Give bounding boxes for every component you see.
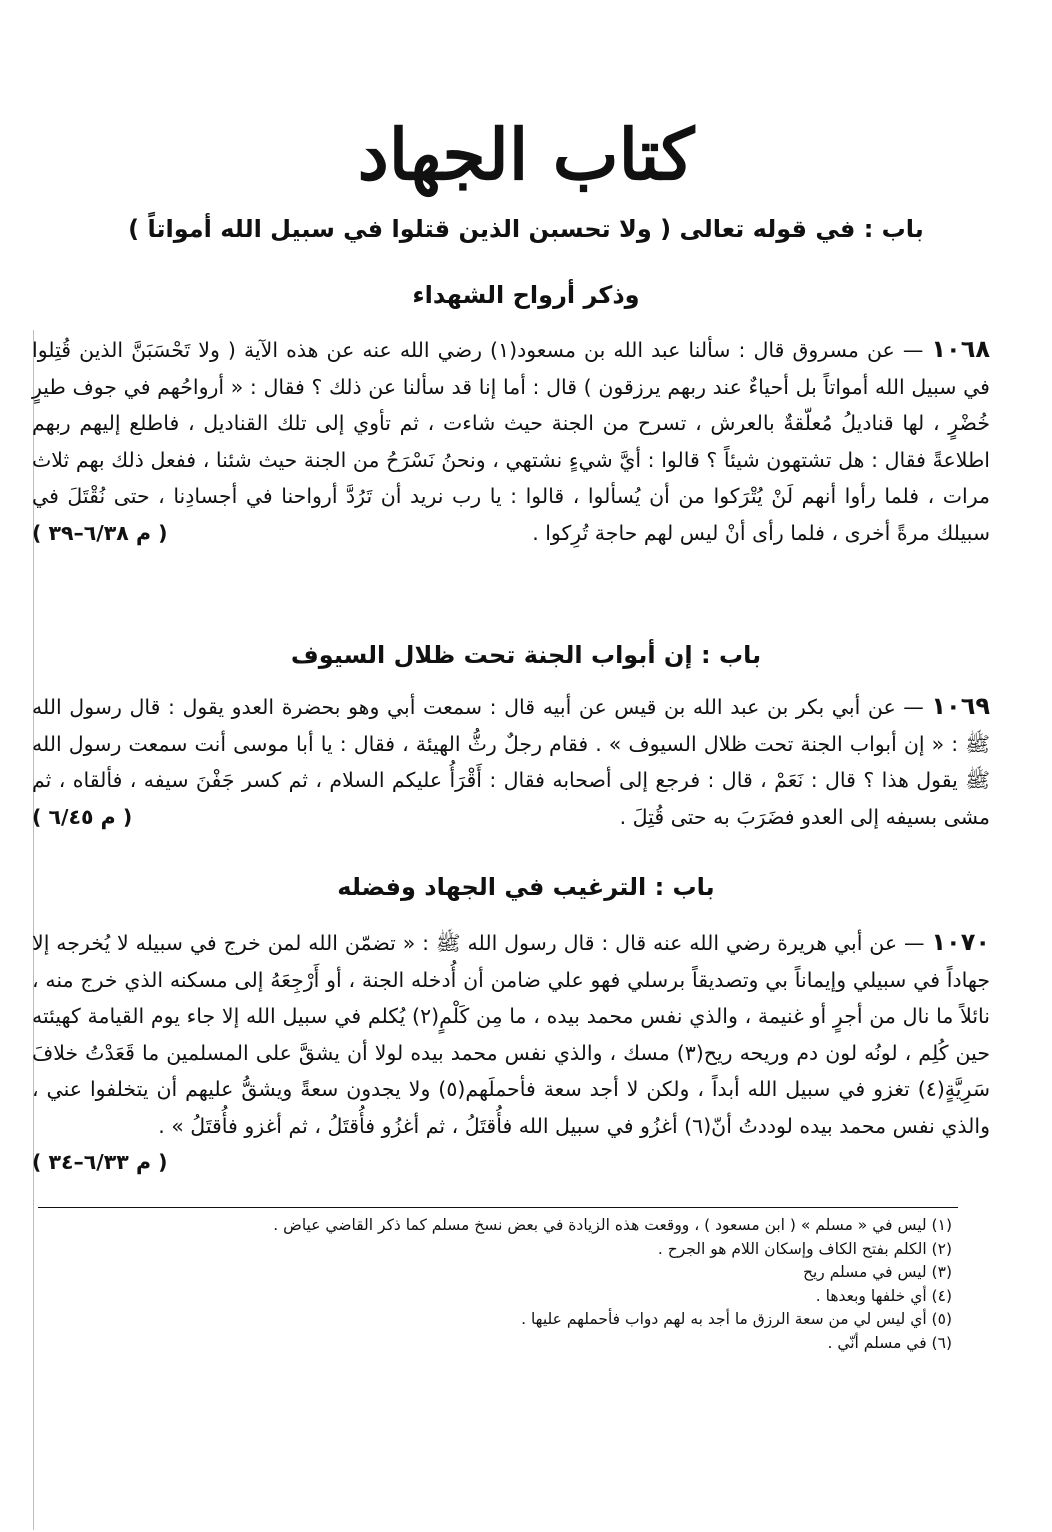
book-title: كتاب الجهاد <box>357 113 695 196</box>
footnote: (٤) أي خلفها وبعدها . <box>815 1286 952 1305</box>
hadith-number: ١٠٦٩ <box>931 692 990 720</box>
chapter-subheading-1: وذكر أرواح الشهداء <box>412 281 640 309</box>
hadith-text: — عن مسروق قال : سألنا عبد الله بن مسعود(١) رضي الله عنه عن هذه الآية ( ولا تَحْسَبَنَّ الذين قُتِلوا في سبيل الله أمواتاً بل أحياءٌ عند ربهم يرزقون ) قال : أما إنا قد سألنا عن ذلك ؟ فقال : « أرواحُهم في جوف طيرٍ خُضْرٍ ، لها قناديلُ مُعلّقةٌ بالعرش ، تسرح من الجنة حيث شاءت ، ثم تأوي إلى تلك القناديل ، فاطلع إليهم ربهم اطلاعةً فقال : هل تشتهون شيئاً ؟ قالوا : أيَّ شيءٍ نشتهي ، ونحنُ نَسْرَحُ من الجنة حيث شئنا ، ففعل ذلك بهم ثلاث مرات ، فلما رأوا أنهم لَنْ يُتْرَكوا من أن يُسألوا ، قالوا : يا رب نريد أن تَرُدَّ أرواحنا في أجسادِنا ، حتى نُقْتَلَ في سبيلك مرةً أخرى ، فلما رأى أنْ ليس لهم حاجة تُرِكوا . <box>32 338 990 545</box>
hadith-1068 <box>32 331 990 551</box>
footnote: (٥) أي ليس لي من سعة الرزق ما أجد به لهم دواب فأحملهم عليها . <box>521 1310 952 1328</box>
footnote: (٦) في مسلم أنّي . <box>827 1333 952 1352</box>
footnote: (١) ليس في « مسلم » ( ابن مسعود ) ، ووقعت هذه الزيادة في بعض نسخ مسلم كما ذكر القاضي عياض . <box>273 1216 952 1234</box>
chapter-heading-1: باب : في قوله تعالى ( ولا تحسبن الذين قتلوا في سبيل الله أمواتاً ) <box>128 215 924 243</box>
footnote: (٢) الكلم بفتح الكاف وإسكان اللام هو الجرح . <box>657 1239 952 1258</box>
hadith-reference: ( م ٦/٣٨–٣٩ ) <box>32 520 168 545</box>
chapter-heading-3: باب : الترغيب في الجهاد وفضله <box>337 873 715 901</box>
footnote-divider <box>38 1207 958 1208</box>
chapter-heading-2: باب : إن أبواب الجنة تحت ظلال السيوف <box>290 641 762 669</box>
hadith-text: — عن أبي بكر بن عبد الله بن قيس عن أبيه قال : سمعت أبي وهو بحضرة العدو يقول : قال رسول الله ﷺ : « إن أبواب الجنة تحت ظلال السيوف » . فقام رجلٌ رثُّ الهيئة ، فقال : يا أبا موسى أنت سمعت رسول الله ﷺ يقول هذا ؟ قال : نَعَمْ ، قال : فرجع إلى أصحابه فقال : أَقْرَأُ عليكم السلام ، ثم كسر جَفْنَ سيفه ، فألقاه ، ثم مشى بسيفه إلى العدو فضَرَبَ به حتى قُتِلَ . <box>32 695 990 829</box>
hadith-number: ١٠٧٠ <box>931 928 990 956</box>
hadith-1070 <box>32 924 990 1181</box>
footnotes <box>200 1214 952 1355</box>
hadith-reference: ( م ٦/٤٥ ) <box>32 804 133 829</box>
hadith-reference: ( م ٦/٣٣–٣٤ ) <box>32 1150 168 1174</box>
hadith-number: ١٠٦٨ <box>931 335 990 363</box>
footnote: (٣) ليس في مسلم ريح <box>802 1263 952 1281</box>
hadith-text: — عن أبي هريرة رضي الله عنه قال : قال رسول الله ﷺ : « تضمّن الله لمن خرج في سبيله لا يُخرجه إلا جهاداً في سبيلي وإيماناً بي وتصديقاً برسلي فهو علي ضامن أن أُدخله الجنة ، أو أَرْجِعَهُ إلى مسكنه الذي خرج منه ، نائلاً ما نال من أجرٍ أو غنيمة ، والذي نفس محمد بيده ، ما مِن كَلْمٍ(٢) يُكلم في سبيل الله إلا جاء يوم القيامة كهيئته حين كُلِم ، لونُه لون دم وريحه ريح(٣) مسك ، والذي نفس محمد بيده لولا أن يشقَّ على المسلمين ما قَعَدْتُ خلافَ سَرِيَّةٍ(٤) تغزو في سبيل الله أبداً ، ولكن لا أجد سعة فأحملَهم(٥) ولا يجدون سعةً ويشقُّ عليهم أن يتخلفوا عني ، والذي نفس محمد بيده لوددتُ أنّ(٦) أغزُو في سبيل الله فأُقتَلُ ، ثم أغزُو فأُقتَلُ ، ثم أغزو فأُقتَلُ » . <box>32 931 991 1138</box>
hadith-1069 <box>32 688 990 835</box>
